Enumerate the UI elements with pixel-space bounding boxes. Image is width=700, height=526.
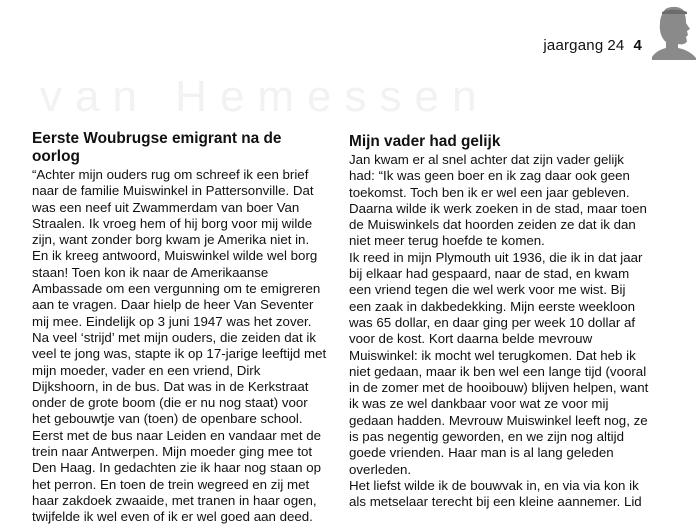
page-number: 4 — [633, 37, 642, 54]
article-column-right — [349, 130, 649, 511]
article-body — [349, 152, 649, 511]
silhouette-profile-icon — [650, 2, 698, 60]
article-paragraph: “Achter mijn ouders rug om schreef ik een brief naar de familie Muiswinkel in Pattersonville. Dat was een neef uit Zwammerdam van boer Van Straalen. Ik vroeg hem of hij borg voor mij wilde zijn, want zonder borg kwam je Amerika niet in. En ik kreeg antwoord, Muiswinkel wilde wel borg staan! Toen kon ik naar de Amerikaanse Ambassade om een vergunning om te emigreren aan te vragen. Daar hielp de heer Van Seventer mij mee. Eindelijk op 3 juni 1947 was het zover. Na veel ‘strijd’ met mijn ouders, die zeiden dat ik veel te jong was, stapte ik op 17-jarige leeftijd met mijn moeder, vader en een vriend, Dirk Dijkshoorn, in de bus. Dat was in de Kerkstraat onder de grote boom (die er nu nog staat) voor het gebouwtje van (toen) de openbare school. Eerst met de bus naar Leiden en vandaar met de trein naar Antwerpen. Mijn moeder ging mee tot Den Haag. In gedachten zie ik haar nog staan op het perron. En toen de trein wegreed en zij met haar zakdoek zwaaide, met tranen in haar ogen, twijfelde ik wel even of ik er wel goed aan deed. — [32, 167, 327, 525]
volume-number: 24 — [607, 37, 625, 54]
article-title: Eerste Woubrugse emigrant na de oorlog — [32, 130, 282, 165]
watermark-title: van Hemessen — [40, 72, 490, 121]
article-paragraph: Jan kwam er al snel achter dat zijn vader gelijk had: “Ik was geen boer en ik zag daar ook geen toekomst. Toch ben ik er wel een jaar gebleven. Daarna wilde ik werk zoeken in de stad, maar toen de Muiswinkels dat hoorden zeiden ze dat ik dan niet meer terug hoefde te komen. — [349, 152, 647, 249]
article-paragraph: Het liefst wilde ik de bouwvak in, en via via kon ik als metselaar terecht bij een kleine aannemer. Lid — [349, 477, 642, 510]
article-column-left — [32, 130, 328, 526]
page-header — [543, 37, 642, 54]
article-title: Mijn vader had gelijk — [349, 133, 501, 150]
volume-label: jaargang — [543, 37, 604, 54]
article-body — [32, 167, 328, 526]
article-paragraph: Ik reed in mijn Plymouth uit 1936, die ik in dat jaar bij elkaar had gespaard, naar de stad, en kwam een vriend tegen die wel werk voor me wist. Bij een zaak in dakbedekking. Mijn eerste weekloon was 65 dollar, en daar ging per week 10 dollar af voor de kost. Kort daarna belde mevrouw Muiswinkel: ik mocht wel terugkomen. Dat heb ik niet gedaan, maar ik ben wel een lange tijd (vooral in de zomer met de hooibouw) blijven helpen, want ik was ze wel dankbaar voor wat ze voor mij gedaan hadden. Mevrouw Muiswinkel leeft nog, ze is pas negentig geworden, en we zijn nog altijd goede vrienden. Haar man is al lang geleden overleden. — [349, 249, 649, 477]
